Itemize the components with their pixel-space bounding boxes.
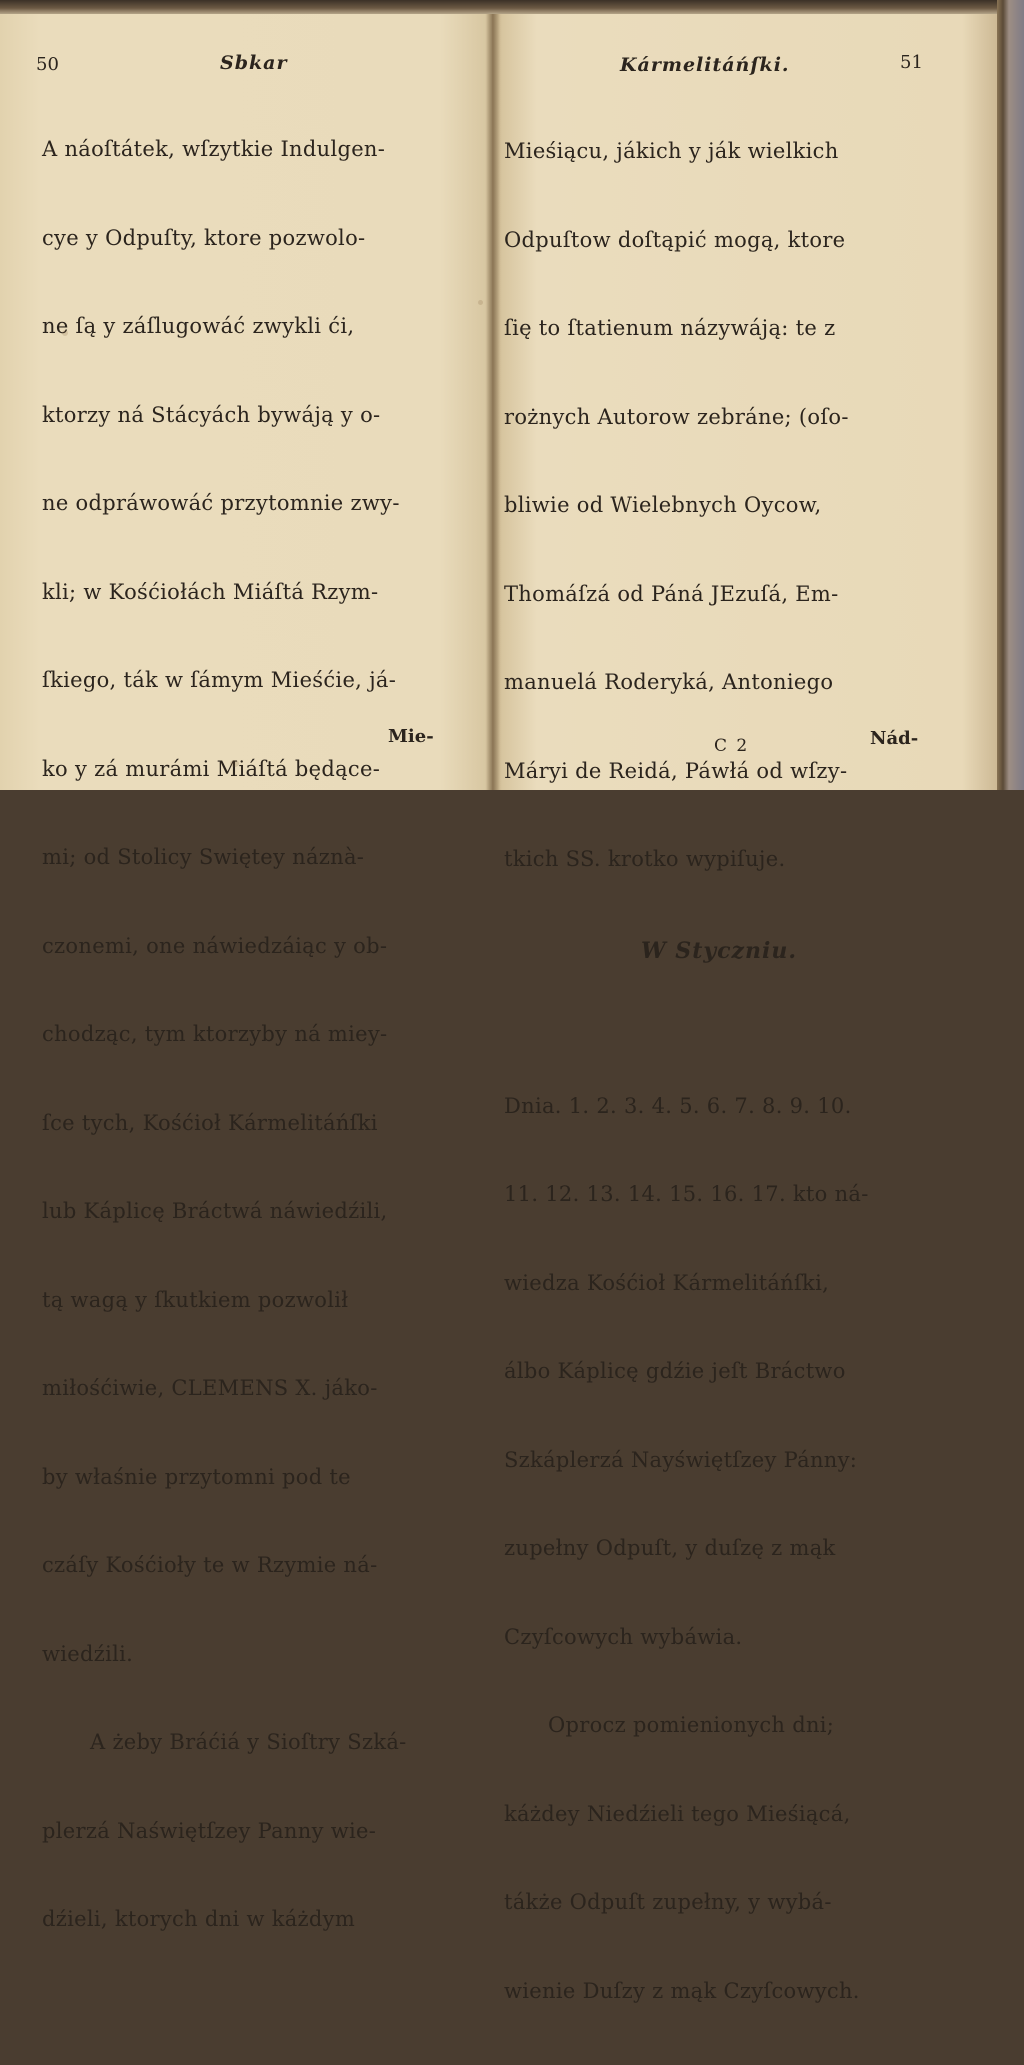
book-edge [997, 0, 1024, 790]
right-page-number: 51 [900, 52, 923, 73]
text-line: Thomáſzá od Páná JEzuſá, Em- [504, 581, 839, 606]
text-line: wiedźili. [42, 1641, 134, 1666]
text-line: czáſy Kośćioły te w Rzymie ná- [42, 1553, 378, 1577]
left-running-head: Sbkar [220, 52, 288, 74]
left-page-number: 50 [36, 54, 59, 75]
text-line: tkich SS. krotko wypiſuje. [504, 847, 786, 871]
text-line: plerzá Naświętſzey Panny wie- [42, 1818, 377, 1843]
text-line: Dnia. 1. 2. 3. 4. 5. 6. 7. 8. 9. 10. [504, 1093, 852, 1118]
right-catchword: Nád- [870, 728, 919, 749]
left-catchword: Mie- [388, 726, 434, 747]
text-line: cye y Odpuſty, ktore pozwolo- [42, 225, 366, 250]
text-line: wienie Duſzy z mąk Czyſcowych. [504, 1978, 860, 2003]
right-running-head: Kármelitáńſki. [620, 54, 790, 76]
paper-stain [62, 330, 68, 336]
signature-mark: C 2 [714, 736, 750, 756]
text-line: álbo Káplicę gdźie jeſt Bráctwo [504, 1359, 846, 1383]
text-line: tákże Odpuſt zupełny, y wybá- [504, 1890, 832, 1914]
section-heading: W Styczniu. [640, 937, 798, 964]
text-line: kli; w Kośćiołách Miáſtá Rzym- [42, 579, 379, 604]
text-line: Mieśiącu, jákich y ják wielkich [504, 139, 839, 163]
text-line: Szkáplerzá Nayświętſzey Pánny: [504, 1447, 858, 1472]
book-gutter [486, 14, 500, 790]
text-line: ne odpráwowáć przytomnie zwy- [42, 491, 400, 515]
text-line: tą wagą y ſkutkiem pozwolił [42, 1287, 349, 1312]
text-line: czonemi, one náwiedzáiąc y ob- [42, 933, 388, 958]
text-line: dźieli, ktorych dni w káżdym [42, 1907, 356, 1931]
text-line: Czyſcowych wybáwia. [504, 1624, 743, 1649]
text-line: manuelá Roderyká, Antoniego [504, 670, 834, 694]
text-line: ko y zá murámi Miáſtá będące- [42, 756, 381, 781]
left-text-block [42, 76, 407, 1994]
text-line: bliwie od Wielebnych Oycow, [504, 493, 822, 517]
text-line: 11. 12. 13. 14. 15. 16. 17. kto ná- [504, 1182, 869, 1206]
text-line: by właśnie przytomni pod te [42, 1464, 351, 1489]
paragraph-start-line: Oprocz pomienionych dni; [548, 1713, 835, 1737]
paragraph-start-line: A żeby Bráćiá y Sioſtry Szká- [90, 1730, 407, 1754]
text-line: ſkiego, ták w ſámym Mieśćie, já- [42, 668, 397, 692]
text-line: zupełny Odpuſt, y duſzę z mąk [504, 1536, 836, 1560]
text-line: ne ſą y záſlugowáć zwykli ći, [42, 314, 355, 338]
text-line: rożnych Autorow zebráne; (oſo- [504, 404, 849, 429]
heading-gap [504, 1027, 934, 1033]
text-line: káżdey Niedźieli tego Mieśiącá, [504, 1801, 851, 1826]
text-line: Odpuſtow doſtąpić mogą, ktore [504, 227, 846, 252]
text-line: wiedza Kośćioł Kármelitáńſki, [504, 1270, 830, 1295]
text-line: chodząc, tym ktorzyby ná miey- [42, 1022, 388, 1046]
text-line: miłośćiwie, CLEMENS X. jáko- [42, 1376, 378, 1400]
left-page [0, 14, 492, 1931]
text-line: Máryi de Reidá, Páwłá od wſzy- [504, 758, 848, 783]
text-line: lub Káplicę Bráctwá náwiedźili, [42, 1199, 388, 1223]
text-line: mi; od Stolicy Swiętey náznà- [42, 845, 365, 869]
paper-stain [230, 760, 239, 767]
text-line: ſce tych, Kośćioł Kármelitáńſki [42, 1110, 378, 1135]
text-line: A náoſtátek, wſzytkie Indulgen- [42, 137, 386, 161]
right-text-block [504, 78, 934, 2065]
paper-stain [478, 300, 483, 305]
text-line: ſię to ſtatienum názywáją: te z [504, 316, 836, 340]
right-page [492, 14, 997, 2003]
text-line: ktorzy ná Stácyách bywáją y o- [42, 402, 381, 427]
